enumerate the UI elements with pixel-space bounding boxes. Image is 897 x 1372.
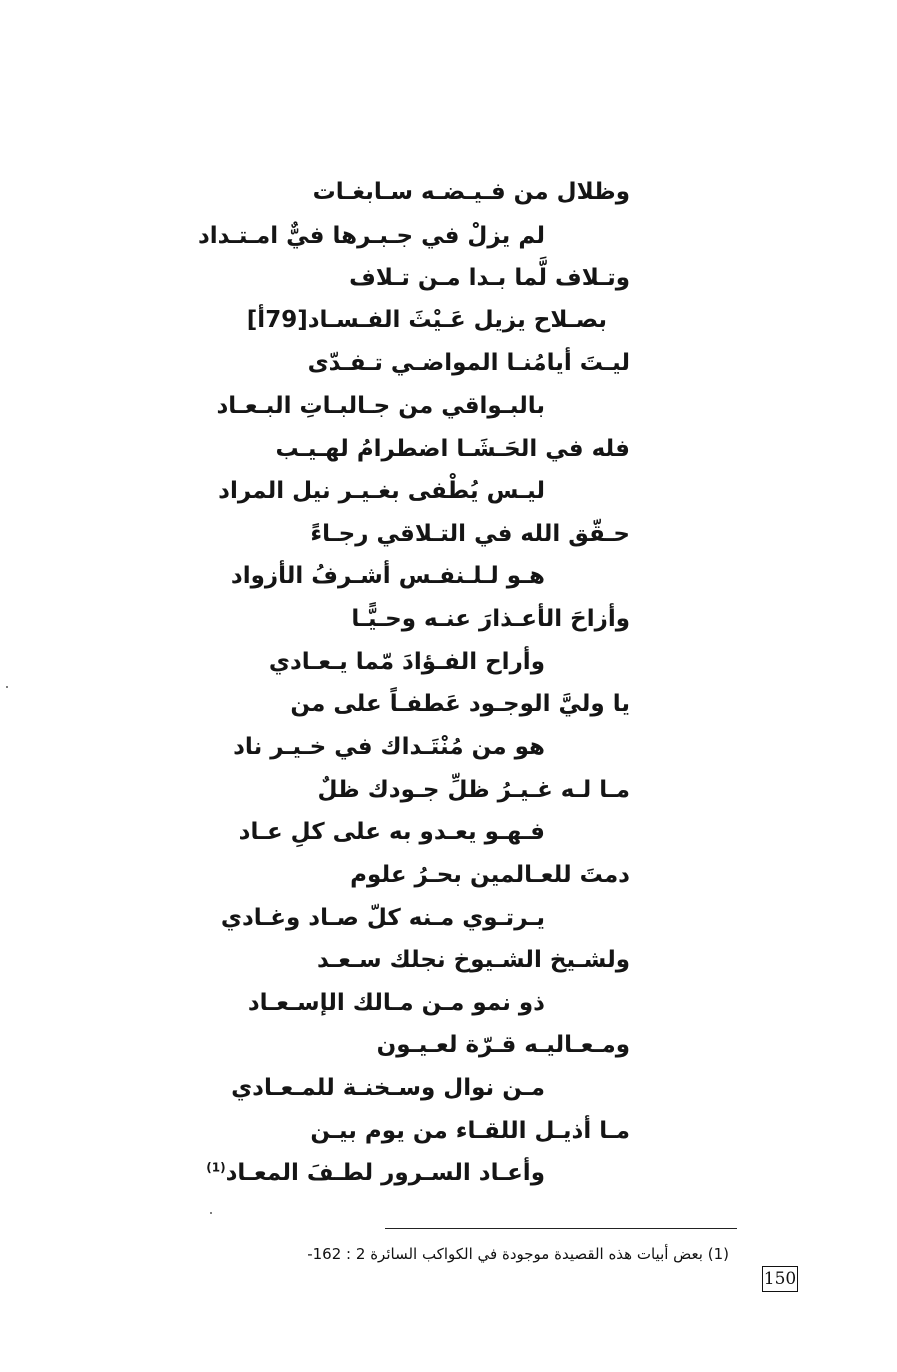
verse-line: هو من مُنْتَـداك في خـيـر ناد [233, 734, 545, 760]
verse-line: وتـلاف لَّما بـدا مـن تـلاف [349, 265, 630, 291]
verse-line: حـقّق الله في التـلاقي رجـاءً [310, 521, 630, 547]
verse-line: ليـتَ أيامُنـا المواضـي تـفـدّى [307, 350, 630, 376]
footnote-divider [385, 1228, 737, 1229]
verse-line-last [206, 1158, 545, 1188]
verse-line: فله في الحَـشَـا اضطرامُ لهـيـب [275, 436, 630, 462]
verse-line: وظلال من فـيـضـه سـابغـات [312, 179, 630, 205]
verse-line: مـن نوال وسـخنـة للمـعـادي [231, 1075, 545, 1101]
verse-line: فـهـو يعـدو به على كلِ عـاد [238, 819, 545, 845]
footnote-text: (1) بعض أبيات هذه القصيدة موجودة في الكواكب السائرة 2 : 162- [307, 1245, 729, 1263]
verse-line: يا وليَّ الوجـود عَطفـاً على من [290, 691, 630, 717]
verse-line: بصـلاح يزيل عَـيْثَ الفـسـاد[79أ] [246, 307, 607, 333]
verse-line: وأراح الفـؤادَ مّما يـعـادي [268, 649, 545, 675]
verse-line: وأزاحَ الأعـذارَ عنـه وحـيًّـا [351, 606, 630, 632]
verse-line: دمتَ للعـالمين بحـرُ علوم [350, 862, 630, 888]
verse-line: ليـس يُطْفى بغـيـر نيل المراد [218, 478, 545, 504]
scan-speck [210, 1212, 212, 1214]
footnote-reference[interactable]: (1) [206, 1160, 226, 1175]
verse-line: يـرتـوي مـنه كلّ صـاد وغـادي [220, 905, 545, 931]
verse-line: ولشـيخ الشـيوخ نجلك سـعـد [317, 947, 630, 973]
verse-line: مـا أذيـل اللقـاء من يوم بيـن [310, 1118, 630, 1144]
scan-speck [6, 686, 8, 688]
verse-line: لم يزلْ في جـبـرها فيٌّ امـتـداد [197, 223, 545, 249]
verse-line-text: وأعـاد السـرور لطـفَ المعـاد [225, 1160, 545, 1186]
verse-line: ذو نمو مـن مـالك الإسـعـاد [247, 990, 545, 1016]
page-number-box: 150 [762, 1266, 798, 1292]
verse-line: ومـعـاليـه قـرّة لعـيـون [376, 1032, 630, 1058]
verse-line: بالبـواقي من جـالبـاتِ البـعـاد [216, 393, 545, 419]
verse-line: هـو لـلـنفـس أشـرفُ الأزواد [230, 563, 545, 589]
verse-line: مـا لـه غـيـرُ ظلِّ جـودك ظلٌ [317, 777, 630, 803]
